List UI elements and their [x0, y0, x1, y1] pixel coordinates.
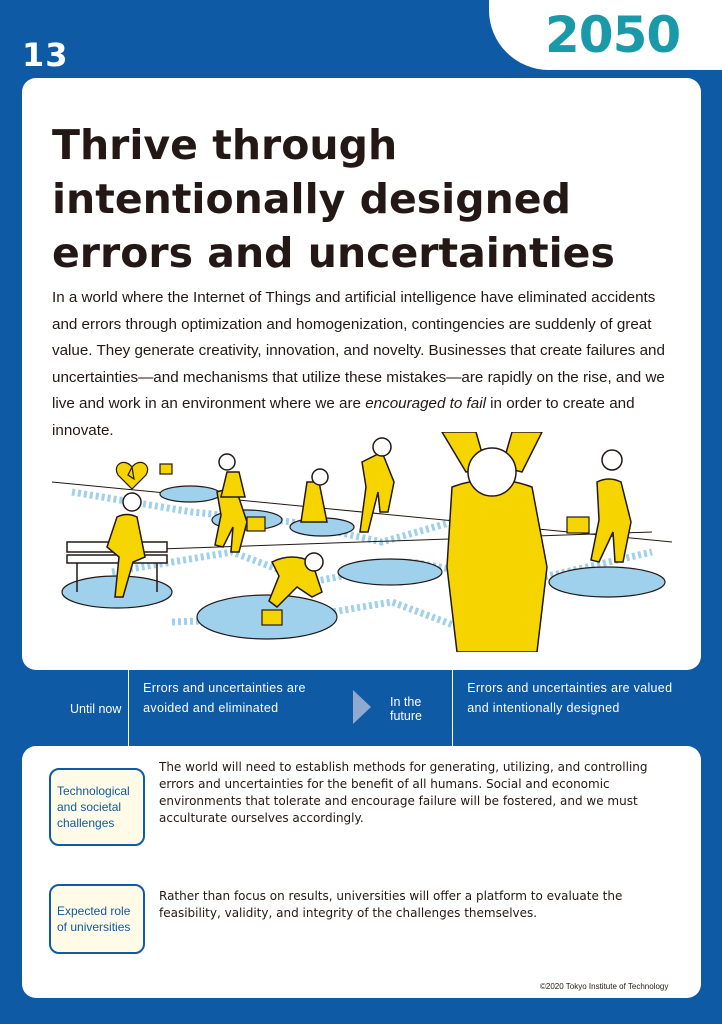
- title-line-1: Thrive through: [52, 121, 398, 169]
- universities-tag: Expected role of universities: [49, 884, 145, 954]
- universities-text: Rather than focus on results, universities will offer a platform to evaluate the feasibility, validity, and integrity of the challenges themselves.: [159, 889, 623, 920]
- office-workers-illustration: [52, 432, 672, 652]
- intro-text-end: in order to create and innovate.: [52, 395, 635, 439]
- title-line-3: errors and uncertainties: [52, 229, 615, 277]
- until-now-label: Until now: [70, 701, 122, 716]
- broken-heart-icon: [116, 462, 147, 489]
- until-now-text: Errors and uncertainties are avoided and eliminated: [143, 681, 306, 715]
- challenges-tag: Technological and societal challenges: [49, 768, 145, 846]
- intro-paragraph: [52, 285, 672, 444]
- future-label: In the future: [390, 694, 422, 723]
- year-label: 2050: [545, 6, 681, 64]
- title-line-2: intentionally designed: [52, 175, 571, 223]
- intro-text: In a world where the Internet of Things and artificial intelligence have eliminated accidents and errors through optimization and homogenization, contingencies are suddenly of great value. They generate creativity, innovation, and novelty. Businesses that create failures and uncertainties—and mechanisms that utilize these mistakes—are rapidly on the rise, and we live and work in an environment where we are: [52, 289, 665, 412]
- copyright: ©2020 Tokyo Institute of Technology: [540, 982, 669, 991]
- page-title: [52, 118, 672, 280]
- until-now-box: [52, 670, 342, 747]
- challenges-text: The world will need to establish methods for generating, utilizing, and controlling errors and uncertainties for the benefit of all humans. Social and economic environments that tolerate and encourage failure will be fostered, and we must acculturate ourselves accordingly.: [159, 760, 648, 825]
- future-box: [380, 670, 702, 747]
- page-number: 13: [22, 36, 69, 74]
- arrow-right-icon: [353, 690, 371, 724]
- future-text: Errors and uncertainties are valued and intentionally designed: [467, 681, 673, 715]
- intro-emphasis: encouraged to fail: [365, 395, 486, 412]
